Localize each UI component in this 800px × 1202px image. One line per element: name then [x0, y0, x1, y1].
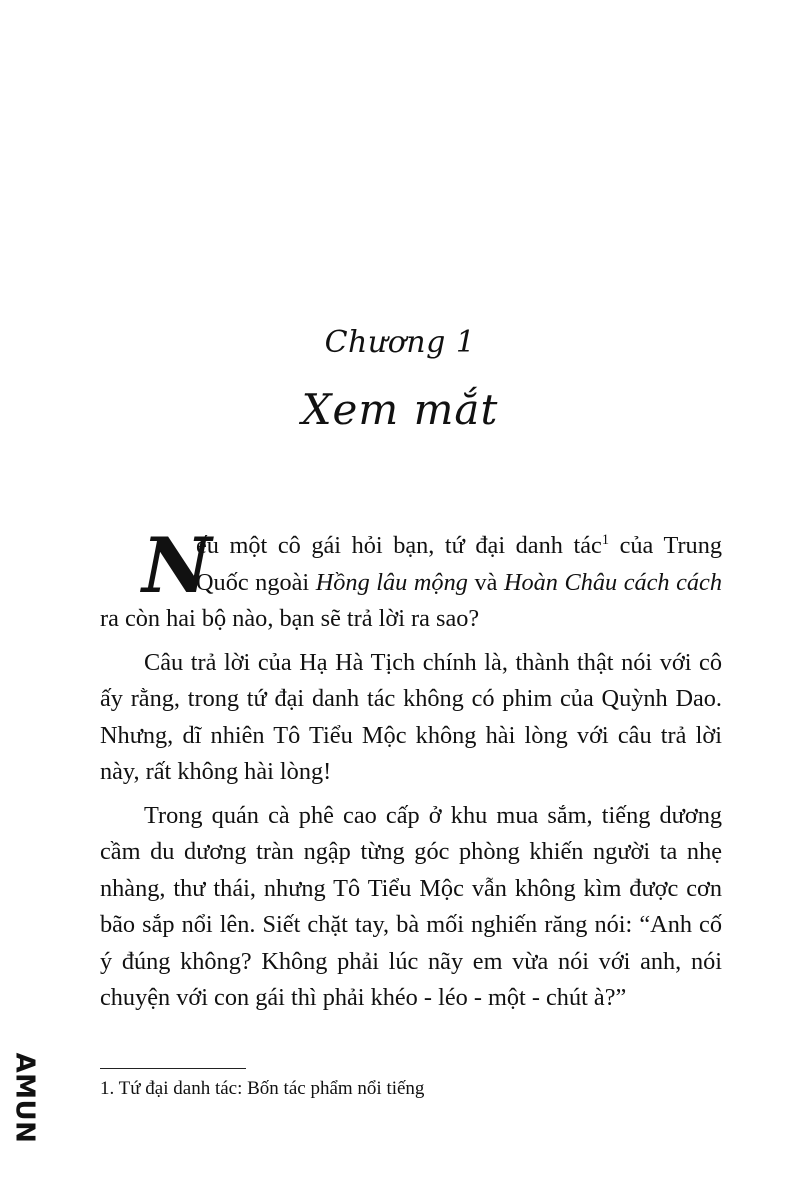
- publisher-logo-text: AMUN: [9, 1052, 39, 1144]
- chapter-body: [100, 521, 722, 1024]
- chapter-title: Xem mắt: [301, 385, 499, 434]
- paragraph-1-text-c: và: [467, 568, 504, 596]
- title-hoan-chau-cach-cach: Hoàn Châu cách cách: [503, 568, 722, 596]
- publisher-logo: [4, 1052, 44, 1144]
- paragraph-2: Câu trả lời của Hạ Hà Tịch chính là, thành thật nói với cô ấy rằng, trong tứ đại danh tác không có phim của Quỳnh Dao. Nhưng, dĩ nhiên Tô Tiểu Mộc không hài lòng với câu trả lời này, rất không hài lòng!: [100, 648, 722, 785]
- footnote: 1. Tứ đại danh tác: Bốn tác phẩm nổi tiếng: [100, 1078, 425, 1099]
- paragraph-3: Trong quán cà phê cao cấp ở khu mua sắm, tiếng dương cầm du dương tràn ngập từng góc phòng khiến người ta nhẹ nhàng, thư thái, nhưng Tô Tiểu Mộc vẫn không kìm được cơn bão sắp nổi lên. Siết chặt tay, bà mối nghiến răng nói: “Anh cố ý đúng không? Không phải lúc nãy em vừa nói với anh, nói chuyện với con gái thì phải khéo - léo - một - chút à?”: [100, 801, 722, 1011]
- paragraph-1-text-b: của Trung Quốc ngoài: [196, 532, 722, 596]
- paragraph-1-text-d: ra còn hai bộ nào, bạn sẽ trả lời ra sao?: [100, 605, 480, 632]
- chapter-number: Chương 1: [324, 325, 476, 360]
- title-hong-lau-mong: Hồng lâu mộng: [315, 568, 468, 596]
- paragraph-1-text-a: ếu một cô gái hỏi bạn, tứ đại danh tác: [196, 532, 602, 559]
- paragraph-1: [100, 521, 722, 638]
- drop-cap-letter: N: [142, 521, 212, 610]
- footnote-divider: [100, 1068, 246, 1069]
- footnote-reference: 1: [601, 531, 610, 548]
